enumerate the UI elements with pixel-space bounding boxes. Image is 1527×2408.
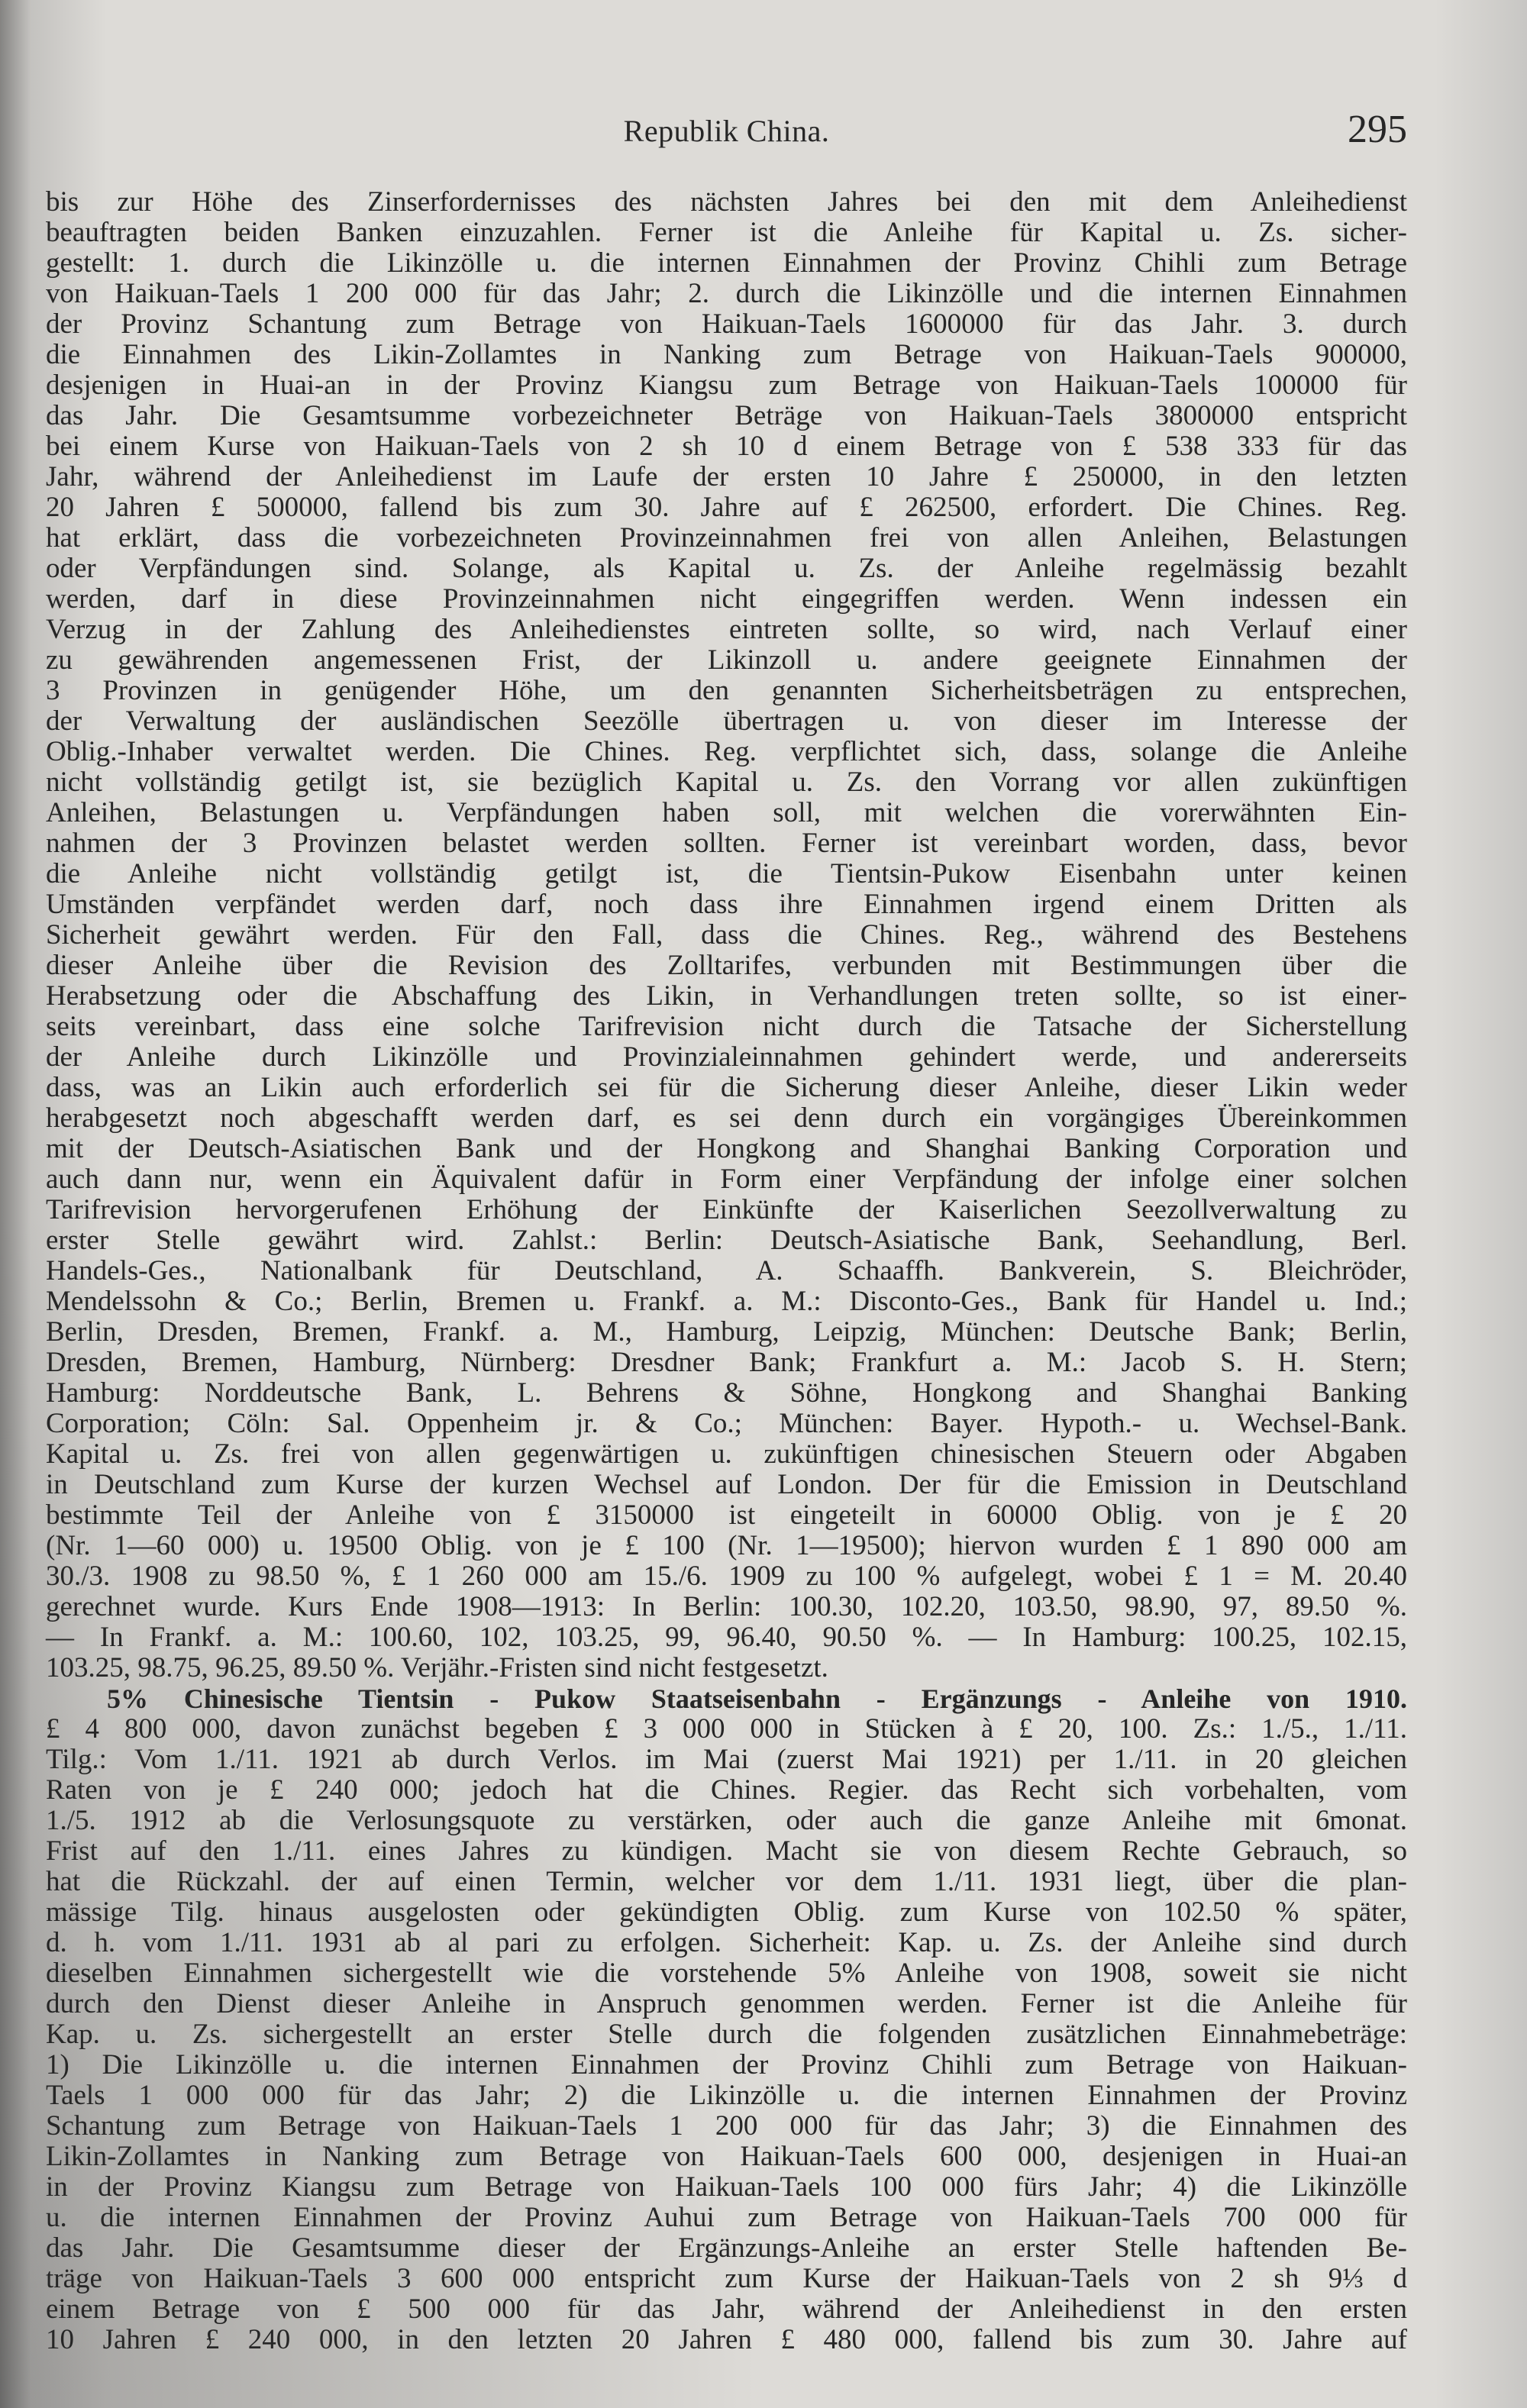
- text-line: Likin-Zollamtes in Nanking zum Betrage von Haikuan-Taels 600 000, desjenigen in Huai-an: [46, 2141, 1407, 2172]
- text-line: Kap. u. Zs. sichergestellt an erster Stelle durch die folgenden zusätzlichen Einnahmebeträge:: [46, 2019, 1407, 2050]
- text-line: bei einem Kurse von Haikuan-Taels von 2 sh 10 d einem Betrage von £ 538 333 für das: [46, 431, 1407, 462]
- text-line: von Haikuan-Taels 1 200 000 für das Jahr; 2. durch die Likinzölle und die internen Einnahmen: [46, 278, 1407, 309]
- text-line: gestellt: 1. durch die Likinzölle u. die internen Einnahmen der Provinz Chihli zum Betrage: [46, 247, 1407, 279]
- text-line: träge von Haikuan-Taels 3 600 000 entspricht zum Kurse der Haikuan-Taels von 2 sh 9⅓ d: [46, 2263, 1407, 2294]
- text-line: Schantung zum Betrage von Haikuan-Taels 1 200 000 für das Jahr; 3) die Einnahmen des: [46, 2110, 1407, 2142]
- text-line: oder Verpfändungen sind. Solange, als Kapital u. Zs. der Anleihe regelmässig bezahlt: [46, 553, 1407, 584]
- text-line: nicht vollständig getilgt ist, sie bezüglich Kapital u. Zs. den Vorrang vor allen zukünftigen: [46, 767, 1407, 798]
- section-heading: 5% Chinesische Tientsin - Pukow Staatseisenbahn - Ergänzungs - Anleihe von 1910.: [107, 1683, 1407, 1714]
- text-line: Anleihen, Belastungen u. Verpfändungen haben soll, mit welchen die vorerwähnten Ein-: [46, 797, 1407, 828]
- text-line: Hamburg: Norddeutsche Bank, L. Behrens & Söhne, Hongkong and Shanghai Banking: [46, 1377, 1407, 1409]
- text-line: Mendelssohn & Co.; Berlin, Bremen u. Frankf. a. M.: Disconto-Ges., Bank für Handel u. Ind.;: [46, 1286, 1407, 1317]
- text-line: dieser Anleihe über die Revision des Zolltarifes, verbunden mit Bestimmungen über die: [46, 950, 1407, 981]
- text-line: Umständen verpfändet werden darf, noch dass ihre Einnahmen irgend einem Dritten als: [46, 889, 1407, 920]
- text-line: Oblig.-Inhaber verwaltet werden. Die Chines. Reg. verpflichtet sich, dass, solange die Anleihe: [46, 736, 1407, 767]
- text-line: auch dann nur, wenn ein Äquivalent dafür in Form einer Verpfändung der infolge einer solchen: [46, 1164, 1407, 1195]
- text-line: (Nr. 1—60 000) u. 19500 Oblig. von je £ 100 (Nr. 1—19500); hiervon wurden £ 1 890 000 am: [46, 1530, 1407, 1561]
- text-line: — In Frankf. a. M.: 100.60, 102, 103.25, 99, 96.40, 90.50 %. — In Hamburg: 100.25, 102.15,: [46, 1622, 1407, 1653]
- text-line: Verzug in der Zahlung des Anleihedienstes eintreten sollte, so wird, nach Verlauf einer: [46, 614, 1407, 645]
- text-line: u. die internen Einnahmen der Provinz Auhui zum Betrage von Haikuan-Taels 700 000 für: [46, 2202, 1407, 2233]
- text-line: seits vereinbart, dass eine solche Tarifrevision nicht durch die Tatsache der Sicherstellung: [46, 1011, 1407, 1042]
- text-line: 103.25, 98.75, 96.25, 89.50 %. Verjähr.-Fristen sind nicht festgesetzt.: [46, 1652, 828, 1683]
- text-line: Sicherheit gewährt werden. Für den Fall, dass die Chines. Reg., während des Bestehens: [46, 919, 1407, 951]
- text-line: Raten von je £ 240 000; jedoch hat die Chines. Regier. das Recht sich vorbehalten, vom: [46, 1774, 1407, 1806]
- text-line: Taels 1 000 000 für das Jahr; 2) die Likinzölle u. die internen Einnahmen der Provinz: [46, 2080, 1407, 2111]
- text-line: mit der Deutsch-Asiatischen Bank und der Hongkong and Shanghai Banking Corporation und: [46, 1133, 1407, 1164]
- text-line: das Jahr. Die Gesamtsumme dieser der Ergänzungs-Anleihe an erster Stelle haftenden Be-: [46, 2232, 1407, 2264]
- text-line: Jahr, während der Anleihedienst im Laufe der ersten 10 Jahre £ 250000, in den letzten: [46, 461, 1407, 492]
- text-line: hat die Rückzahl. der auf einen Termin, welcher vor dem 1./11. 1931 liegt, über die plan-: [46, 1866, 1407, 1897]
- text-line: d. h. vom 1./11. 1931 ab al pari zu erfolgen. Sicherheit: Kap. u. Zs. der Anleihe sind durch: [46, 1927, 1407, 1958]
- text-line: Kapital u. Zs. frei von allen gegenwärtigen u. zukünftigen chinesischen Steuern oder Abgaben: [46, 1438, 1407, 1470]
- text-line: 10 Jahren £ 240 000, in den letzten 20 Jahren £ 480 000, fallend bis zum 30. Jahre auf: [46, 2324, 1407, 2355]
- text-line: gerechnet wurde. Kurs Ende 1908—1913: In Berlin: 100.30, 102.20, 103.50, 98.90, 97, 89.50 %.: [46, 1591, 1407, 1622]
- text-line: zu gewährenden angemessenen Frist, der Likinzoll u. andere geeignete Einnahmen der: [46, 644, 1407, 676]
- text-line: Tarifrevision hervorgerufenen Erhöhung der Einkünfte der Kaiserlichen Seezollverwaltung zu: [46, 1194, 1407, 1225]
- text-line: die Einnahmen des Likin-Zollamtes in Nanking zum Betrage von Haikuan-Taels 900000,: [46, 339, 1407, 370]
- text-line: 30./3. 1908 zu 98.50 %, £ 1 260 000 am 15./6. 1909 zu 100 % aufgelegt, wobei £ 1 = M. 20.40: [46, 1561, 1407, 1592]
- text-line: Berlin, Dresden, Bremen, Frankf. a. M., Hamburg, Leipzig, München: Deutsche Bank; Berlin,: [46, 1316, 1407, 1348]
- text-line: der Verwaltung der ausländischen Seezölle übertragen u. von dieser im Interesse der: [46, 705, 1407, 737]
- running-head-title: Republik China.: [623, 114, 830, 148]
- text-line: der Anleihe durch Likinzölle und Provinzialeinnahmen gehindert werde, und andererseits: [46, 1041, 1407, 1073]
- text-line: dieselben Einnahmen sichergestellt wie die vorstehende 5% Anleihe von 1908, soweit sie nicht: [46, 1958, 1407, 1989]
- text-line: das Jahr. Die Gesamtsumme vorbezeichneter Beträge von Haikuan-Taels 3800000 entspricht: [46, 400, 1407, 431]
- running-head: [46, 107, 1407, 153]
- page-number: 295: [1348, 108, 1407, 151]
- text-line: dass, was an Likin auch erforderlich sei für die Sicherung dieser Anleihe, dieser Likin weder: [46, 1072, 1407, 1103]
- text-line: 1./5. 1912 ab die Verlosungsquote zu verstärken, oder auch die ganze Anleihe mit 6monat.: [46, 1805, 1407, 1836]
- text-line: einem Betrage von £ 500 000 für das Jahr, während der Anleihedienst in den ersten: [46, 2293, 1407, 2325]
- text-line: 1) Die Likinzölle u. die internen Einnahmen der Provinz Chihli zum Betrage von Haikuan-: [46, 2049, 1407, 2080]
- text-line: Frist auf den 1./11. eines Jahres zu kündigen. Macht sie von diesem Rechte Gebrauch, so: [46, 1835, 1407, 1867]
- text-line: Corporation; Cöln: Sal. Oppenheim jr. & Co.; München: Bayer. Hypoth.- u. Wechsel-Bank.: [46, 1408, 1407, 1439]
- text-line: 3 Provinzen in genügender Höhe, um den genannten Sicherheitsbeträgen zu entsprechen,: [46, 675, 1407, 706]
- text-line: hat erklärt, dass die vorbezeichneten Provinzeinnahmen frei von allen Anleihen, Belastungen: [46, 522, 1407, 554]
- text-line: Tilg.: Vom 1./11. 1921 ab durch Verlos. im Mai (zuerst Mai 1921) per 1./11. in 20 gleichen: [46, 1744, 1407, 1775]
- text-line: mässige Tilg. hinaus ausgelosten oder gekündigten Oblig. zum Kurse von 102.50 % später,: [46, 1896, 1407, 1928]
- text-line: der Provinz Schantung zum Betrage von Haikuan-Taels 1600000 für das Jahr. 3. durch: [46, 308, 1407, 340]
- text-line: in Deutschland zum Kurse der kurzen Wechsel auf London. Der für die Emission in Deutschland: [46, 1469, 1407, 1500]
- text-line: beauftragten beiden Banken einzuzahlen. Ferner ist die Anleihe für Kapital u. Zs. sicher-: [46, 217, 1407, 248]
- text-line: 20 Jahren £ 500000, fallend bis zum 30. Jahre auf £ 262500, erfordert. Die Chines. Reg.: [46, 492, 1407, 523]
- text-line: nahmen der 3 Provinzen belastet werden sollten. Ferner ist vereinbart worden, dass, bevor: [46, 828, 1407, 859]
- text-line: werden, darf in diese Provinzeinnahmen nicht eingegriffen werden. Wenn indessen ein: [46, 583, 1407, 615]
- page-body-text: [46, 187, 1407, 2355]
- text-line: erster Stelle gewährt wird. Zahlst.: Berlin: Deutsch-Asiatische Bank, Seehandlung, Berl.: [46, 1225, 1407, 1256]
- text-line: £ 4 800 000, davon zunächst begeben £ 3 000 000 in Stücken à £ 20, 100. Zs.: 1./5., 1./11.: [46, 1713, 1407, 1745]
- text-line: Herabsetzung oder die Abschaffung des Likin, in Verhandlungen treten sollte, so ist einer-: [46, 980, 1407, 1012]
- text-line: desjenigen in Huai-an in der Provinz Kiangsu zum Betrage von Haikuan-Taels 100000 für: [46, 370, 1407, 401]
- text-line: durch den Dienst dieser Anleihe in Anspruch genommen werden. Ferner ist die Anleihe für: [46, 1988, 1407, 2019]
- text-line: die Anleihe nicht vollständig getilgt ist, die Tientsin-Pukow Eisenbahn unter keinen: [46, 858, 1407, 889]
- text-line: Handels-Ges., Nationalbank für Deutschland, A. Schaaffh. Bankverein, S. Bleichröder,: [46, 1255, 1407, 1286]
- text-line: bestimmte Teil der Anleihe von £ 3150000 ist eingeteilt in 60000 Oblig. von je £ 20: [46, 1499, 1407, 1531]
- text-line: in der Provinz Kiangsu zum Betrage von Haikuan-Taels 100 000 fürs Jahr; 4) die Likinzölle: [46, 2171, 1407, 2203]
- text-line: Dresden, Bremen, Hamburg, Nürnberg: Dresdner Bank; Frankfurt a. M.: Jacob S. H. Stern;: [46, 1347, 1407, 1378]
- text-line: herabgesetzt noch abgeschafft werden darf, es sei denn durch ein vorgängiges Übereinkommen: [46, 1102, 1407, 1134]
- text-line: bis zur Höhe des Zinserfordernisses des nächsten Jahres bei den mit dem Anleihedienst: [46, 186, 1407, 218]
